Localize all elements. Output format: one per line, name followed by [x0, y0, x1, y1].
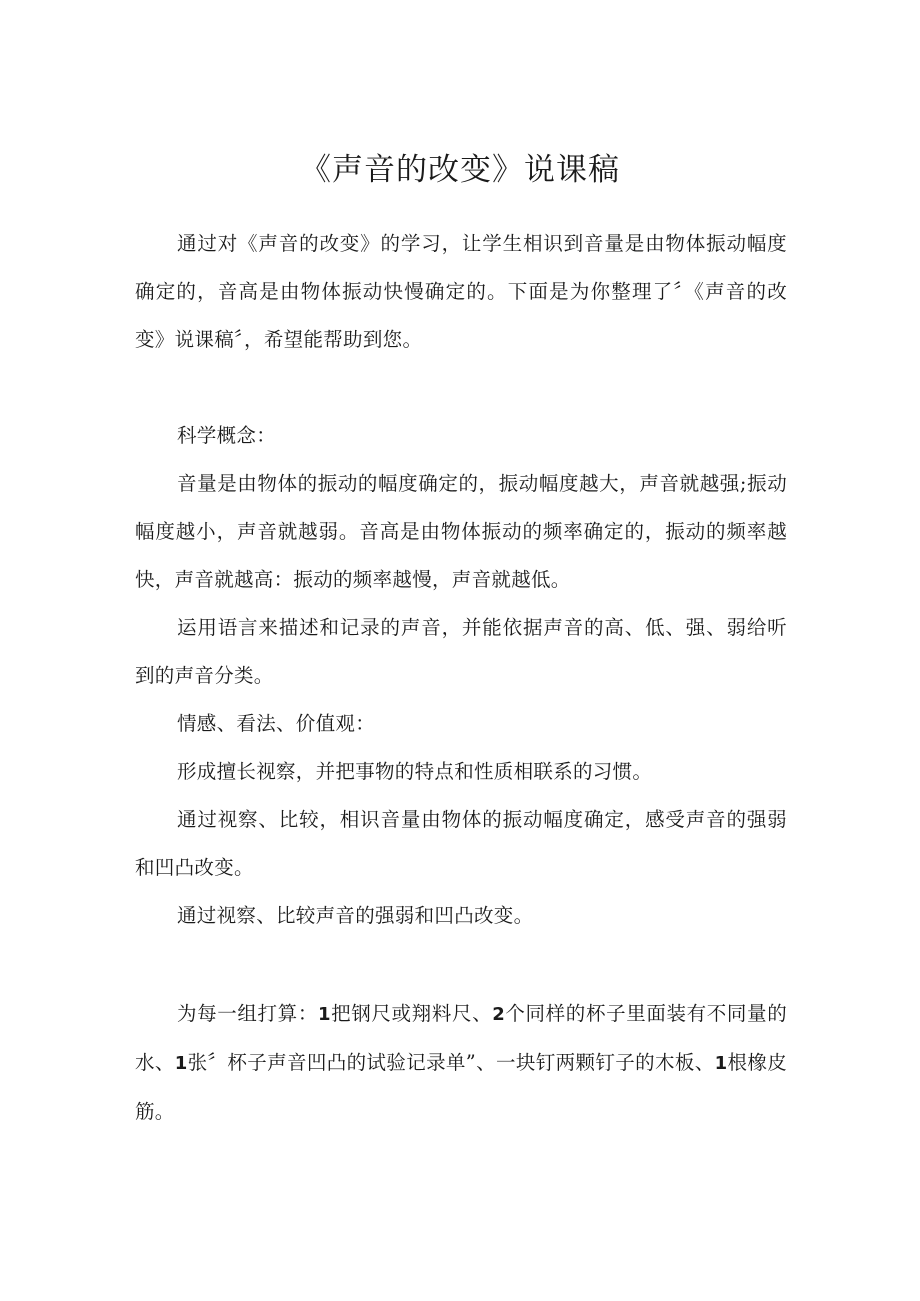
materials-number-4: 1 [714, 1053, 728, 1074]
paragraph-language-description: 运用语言来描述和记录的声音，并能依据声音的高、低、强、弱给听到的声音分类。 [135, 616, 787, 687]
materials-text-3: 个同样的杯子里面装有不同量的水、 [135, 1002, 787, 1074]
paragraph-observation-habit: 形成擅长视察，并把事物的特点和性质相联系的习惯。 [177, 760, 653, 783]
paragraph-volume-pitch: 音量是由物体的振动的幅度确定的，振动幅度越大，声音就越强;振动幅度越小，声音就越弱。音高是由物体振动的频率确定的，振动的频率越快，声音就越高：振动的频率越慢，声音就越低。 [135, 472, 787, 591]
section-heading-science-concept: 科学概念： [177, 424, 277, 447]
paragraph-compare-volume: 通过视察、比较，相识音量由物体的振动幅度确定，感受声音的强弱和凹凸改变。 [135, 808, 787, 879]
paragraph-materials [135, 990, 787, 1136]
materials-text-5: 根橡皮筋。 [135, 1051, 787, 1123]
intro-paragraph: 通过对《声音的改变》的学习，让学生相识到音量是由物体振动幅度确定的，音高是由物体振动快慢确定的。下面是为你整理了〞《声音的改变》说课稿〞，希望能帮助到您。 [135, 232, 787, 351]
materials-number-1: 1 [317, 1004, 331, 1025]
materials-text-4: 张〞杯子声音凹凸的试验记录单”、一块钉两颗钉子的木板、 [187, 1051, 715, 1074]
materials-text-2: 把钢尺或翔料尺、 [330, 1002, 493, 1025]
document-title: 《声音的改变》说课稿 [300, 152, 620, 188]
paragraph-compare-change: 通过视察、比较声音的强弱和凹凸改变。 [177, 904, 534, 927]
materials-number-2: 2 [492, 1004, 506, 1025]
materials-text-1: 为每一组打算： [177, 1002, 318, 1025]
materials-number-3: 1 [174, 1053, 188, 1074]
section-heading-attitude-values: 情感、看法、价值观： [177, 712, 376, 735]
